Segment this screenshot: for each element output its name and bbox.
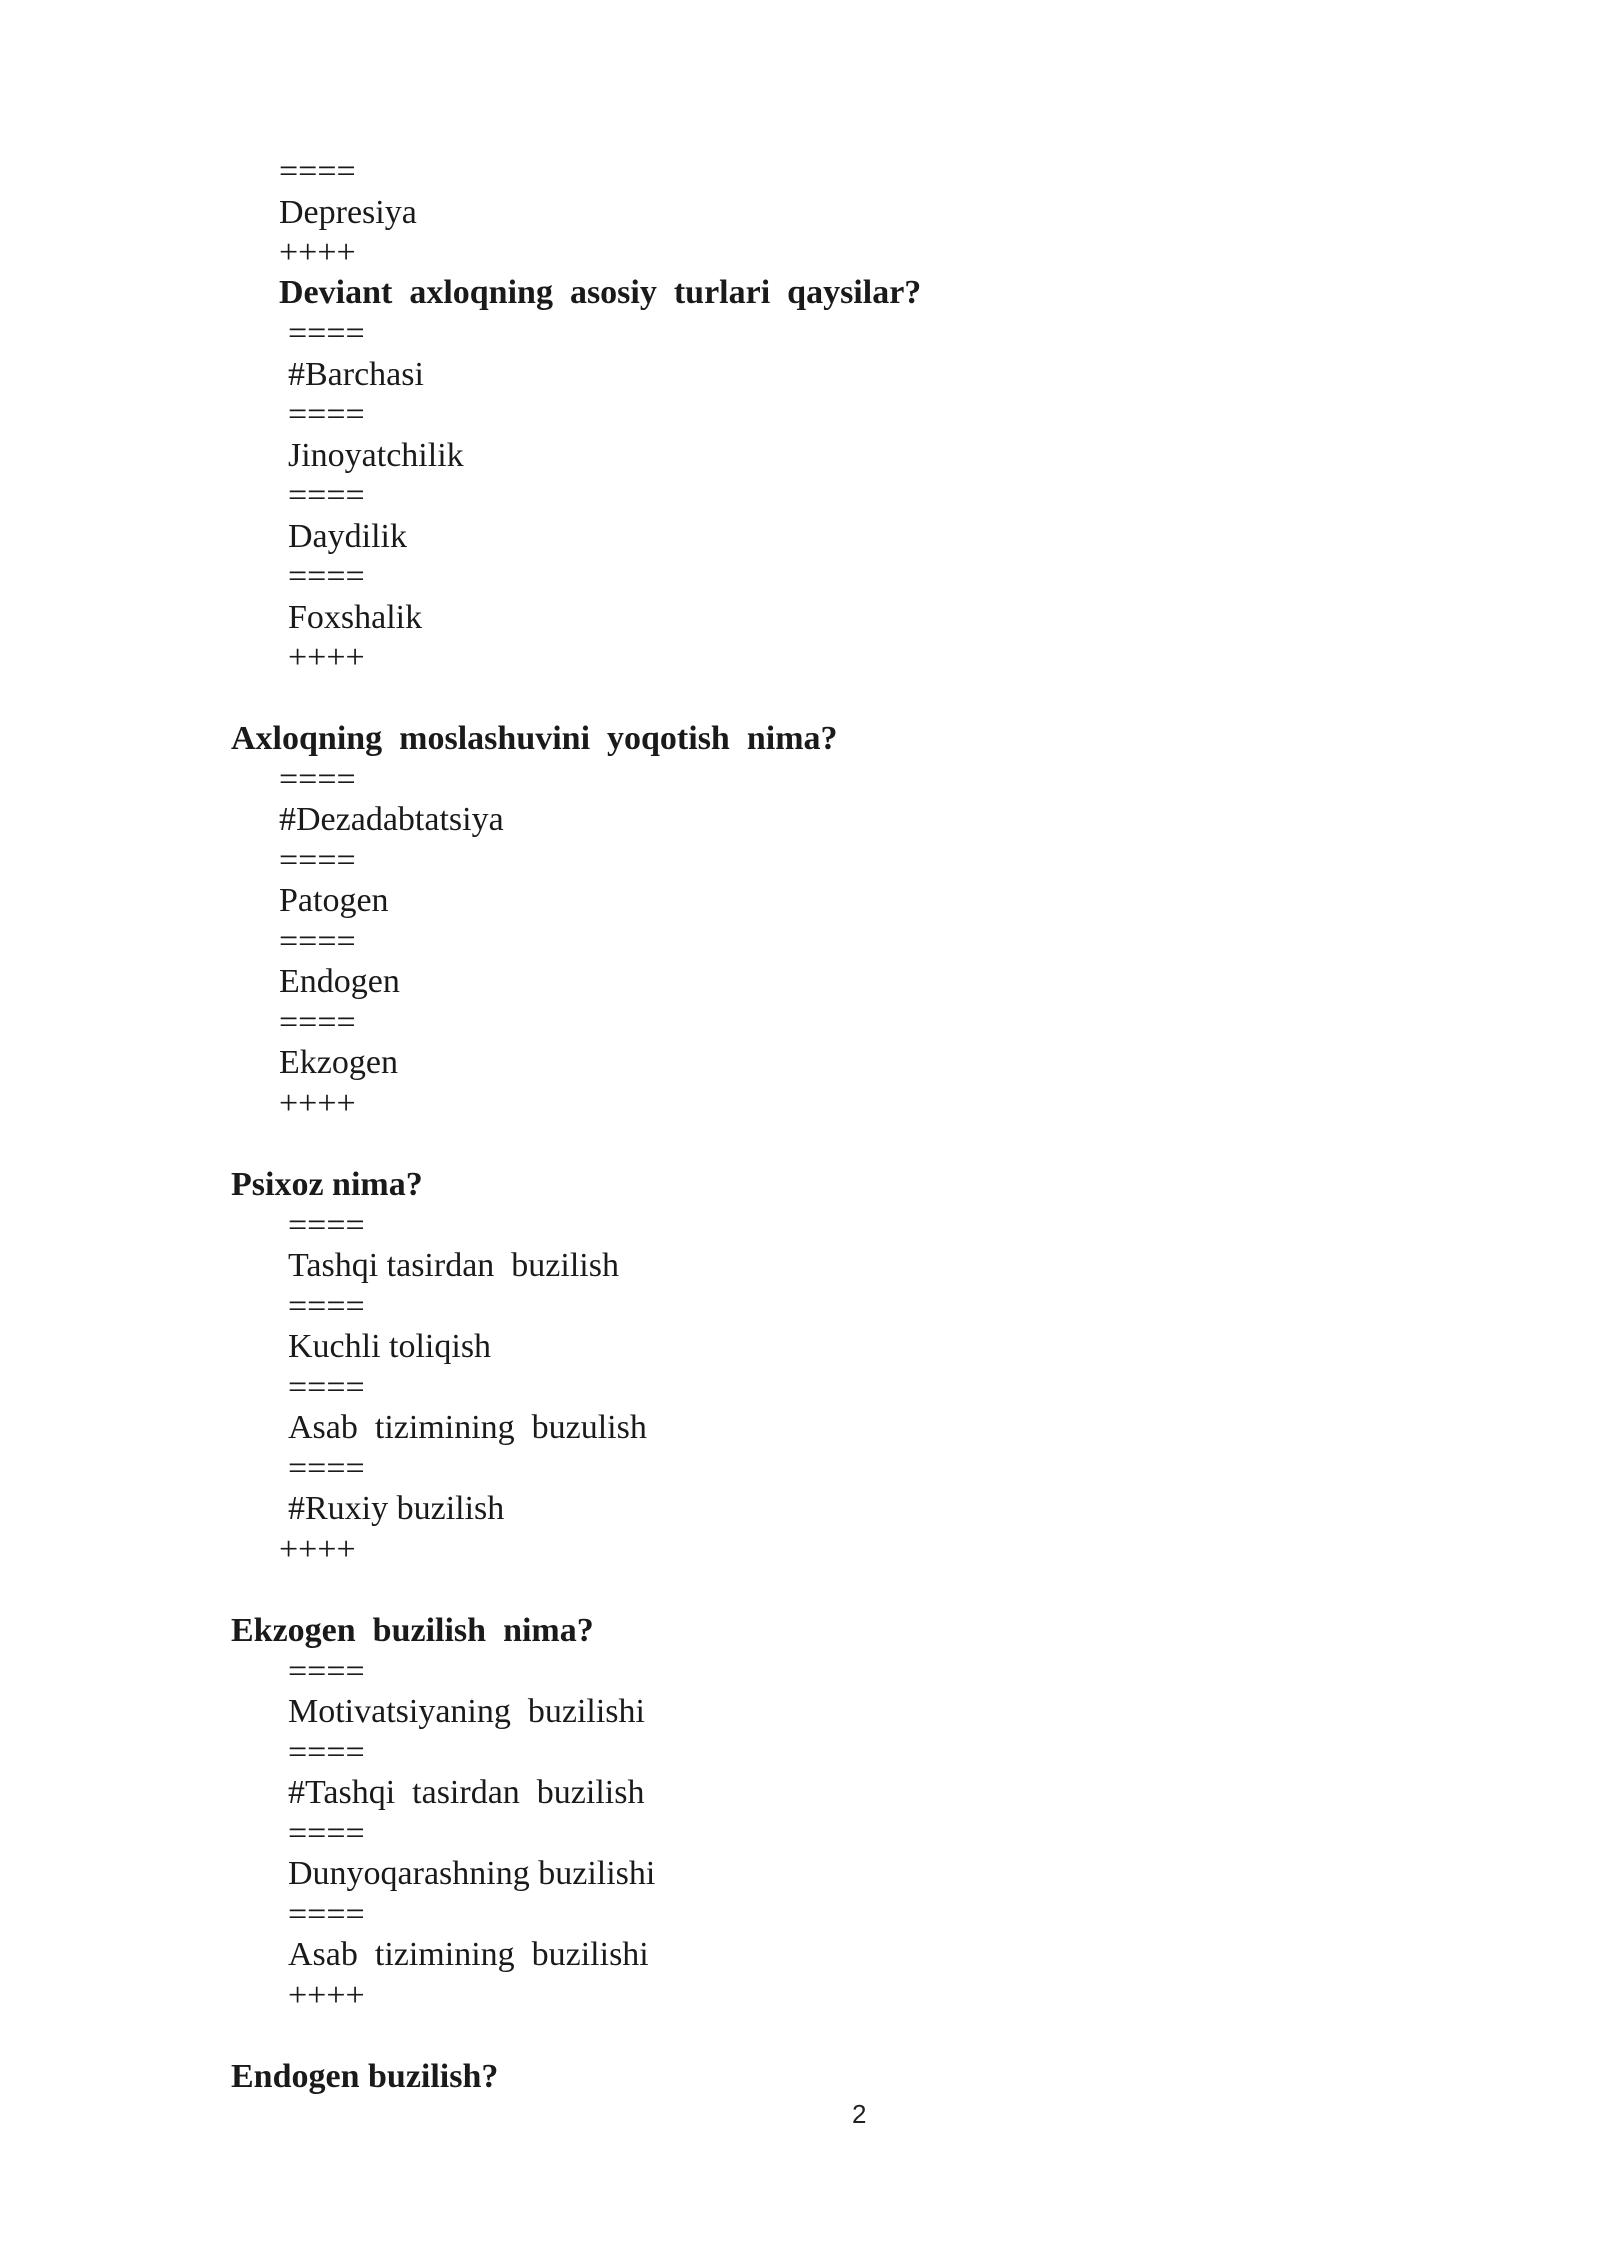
- end-marker: ++++: [279, 1085, 356, 1122]
- question-title: Psixoz nima?: [231, 1166, 423, 1203]
- separator: ====: [288, 1734, 365, 1771]
- answer-option: Daydilik: [288, 518, 407, 555]
- end-marker: ++++: [288, 1977, 365, 2014]
- separator: ====: [288, 1896, 365, 1933]
- answer-option: Endogen: [279, 963, 400, 1000]
- answer-option: Depresiya: [279, 194, 417, 231]
- separator: ====: [279, 153, 356, 190]
- answer-option: Asab tizimining buzilishi: [288, 1936, 649, 1973]
- answer-option: Tashqi tasirdan buzilish: [288, 1247, 619, 1284]
- answer-option: #Barchasi: [288, 356, 424, 393]
- answer-option: Ekzogen: [279, 1044, 398, 1081]
- answer-option: Patogen: [279, 882, 389, 919]
- answer-option: #Tashqi tasirdan buzilish: [288, 1774, 645, 1811]
- separator: ====: [288, 1450, 365, 1487]
- separator: ====: [288, 396, 365, 433]
- answer-option: Kuchli toliqish: [288, 1328, 492, 1365]
- separator: ====: [288, 1369, 365, 1406]
- answer-option: #Dezadabtatsiya: [279, 801, 504, 838]
- separator: ====: [279, 761, 356, 798]
- page-number: 2: [852, 2099, 867, 2129]
- separator: ====: [288, 1207, 365, 1244]
- end-marker: ++++: [279, 234, 356, 271]
- end-marker: ++++: [288, 639, 365, 676]
- answer-option: #Ruxiy buzilish: [288, 1490, 505, 1527]
- answer-option: Foxshalik: [288, 599, 423, 636]
- answer-option: Motivatsiyaning buzilishi: [288, 1693, 645, 1730]
- separator: ====: [288, 477, 365, 514]
- question-title: Deviant axloqning asosiy turlari qaysilar?: [279, 274, 922, 311]
- separator: ====: [288, 315, 365, 352]
- question-title: Axloqning moslashuvini yoqotish nima?: [231, 720, 838, 757]
- question-title: Endogen buzilish?: [231, 2058, 499, 2095]
- answer-option: Dunyoqarashning buzilishi: [288, 1855, 656, 1892]
- separator: ====: [288, 1653, 365, 1690]
- answer-option: Asab tizimining buzulish: [288, 1409, 647, 1446]
- answer-option: Jinoyatchilik: [288, 437, 464, 474]
- separator: ====: [279, 1004, 356, 1041]
- separator: ====: [288, 558, 365, 595]
- end-marker: ++++: [279, 1531, 356, 1568]
- separator: ====: [279, 842, 356, 879]
- separator: ====: [288, 1288, 365, 1325]
- separator: ====: [279, 923, 356, 960]
- separator: ====: [288, 1815, 365, 1852]
- question-title: Ekzogen buzilish nima?: [231, 1612, 594, 1649]
